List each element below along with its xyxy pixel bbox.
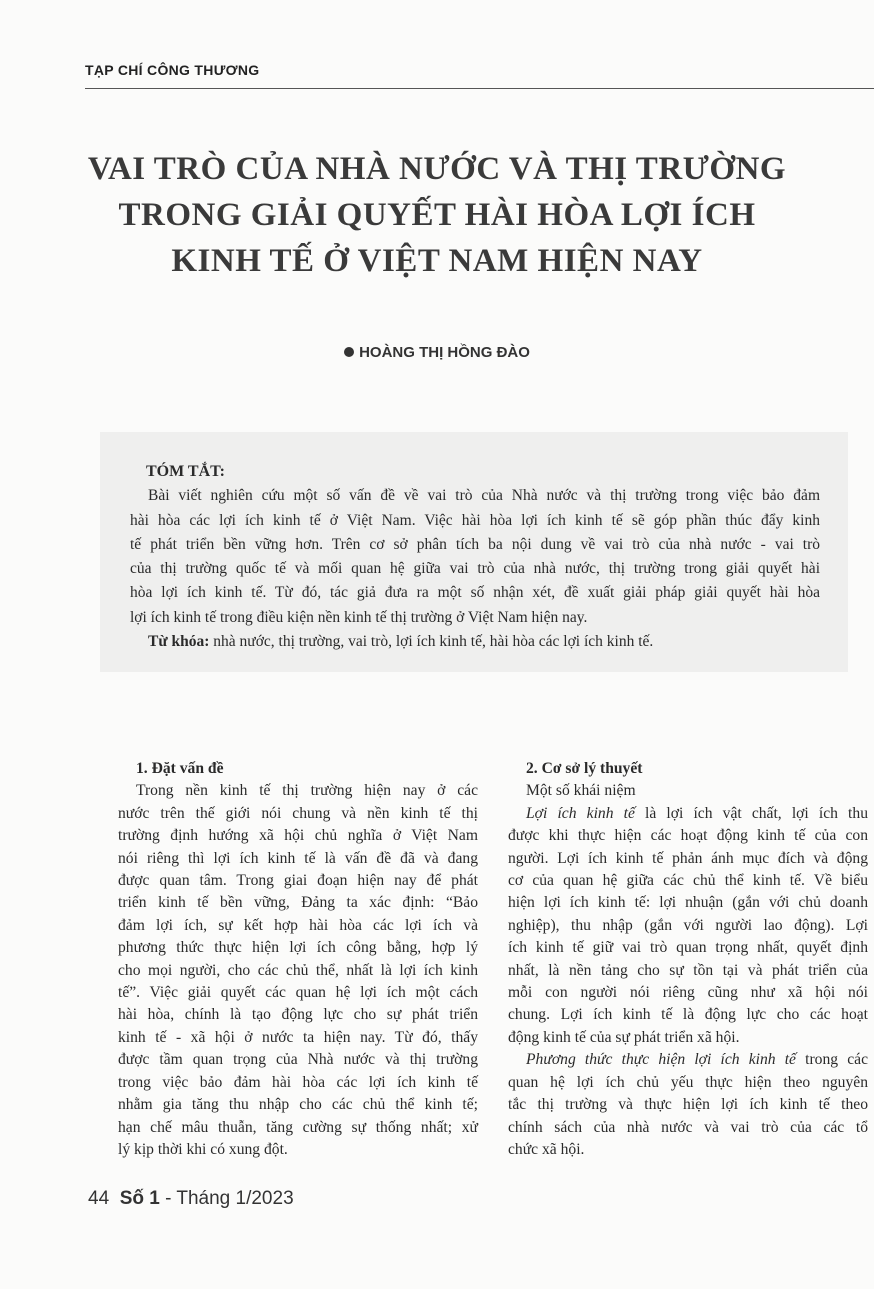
title-line: TRONG GIẢI QUYẾT HÀI HÒA LỢI ÍCH [118, 197, 756, 233]
term: Lợi ích kinh tế [526, 804, 635, 822]
text-line: ích kinh tế giữ vai trò quan trọng nhất, quyết định [508, 939, 868, 957]
text-line: trong việc bảo đảm hài hòa các lợi ích kinh tế [118, 1073, 478, 1091]
text-line: tế”. Việc giải quyết các quan hệ lợi ích một cách [118, 984, 478, 1002]
text-line: tế phát triển bền vững hơn. Trên cơ sở phân tích ba nội dung về vai trò của nhà nước - vai trò [130, 535, 820, 553]
text-line: cơ của quan hệ giữa các chủ thể kinh tế. Về biểu [508, 872, 868, 890]
text-line: hiện lợi ích kinh tế: lợi nhuận (gắn với chủ doanh [508, 894, 868, 912]
issue-date: - Tháng 1/2023 [159, 1188, 294, 1209]
left-column [118, 758, 478, 1161]
bullet-icon [344, 347, 354, 357]
author [0, 344, 874, 361]
text-line: nói riêng thì lợi ích kinh tế là vấn đề đã và đang [118, 849, 478, 867]
right-column [508, 758, 868, 1161]
text-line: kinh tế - xã hội ở nước ta hiện nay. Từ đó, thấy [118, 1028, 478, 1046]
text-line: trường định hướng xã hội chủ nghĩa ở Việt Nam [118, 827, 478, 845]
text-line: của thị trường quốc tế và mối quan hệ giữa vai trò của nhà nước, thị trường trong giải quyết hài [130, 560, 820, 578]
text-line: lý kịp thời khi có xung đột. [118, 1140, 288, 1158]
text-line: tắc thị trường và thực hiện lợi ích kinh tế theo [508, 1096, 868, 1114]
text-line: Trong nền kinh tế thị trường hiện nay ở các [136, 782, 478, 800]
text-line: hài hòa, chính là tạo động lực cho sự phát triển [118, 1006, 478, 1024]
text-line: người. Lợi ích kinh tế phản ánh mục đích và động [508, 849, 868, 867]
text-line: nước trên thế giới nói chung và nền kinh tế thị [118, 804, 478, 822]
journal-header: TẠP CHÍ CÔNG THƯƠNG [85, 62, 260, 78]
page-number: 44 [88, 1188, 110, 1209]
title-line: VAI TRÒ CỦA NHÀ NƯỚC VÀ THỊ TRƯỜNG [87, 151, 787, 187]
text-line: cho mọi người, cho các chủ thể, nhất là lợi ích kinh [118, 961, 478, 979]
text: trong các [795, 1051, 868, 1069]
text-line [508, 1049, 868, 1071]
text-line: triển kinh tế bền vững, Đảng ta xác định: “Bảo [118, 894, 478, 912]
abstract-box [100, 432, 848, 672]
issue: Số 1 [119, 1188, 160, 1209]
term: Phương thức thực hiện lợi ích kinh tế [526, 1051, 796, 1069]
page-footer [88, 1188, 294, 1210]
text-line: mỗi con người nói riêng cũng như xã hội nói [508, 984, 868, 1002]
keywords-text: nhà nước, thị trường, vai trò, lợi ích kinh tế, hài hòa các lợi ích kinh tế. [209, 633, 654, 651]
text-line: nhằm gia tăng thu nhập cho các chủ thể kinh tế; [118, 1096, 478, 1114]
keywords-label: Từ khóa: [148, 633, 210, 651]
text-line: chức xã hội. [508, 1140, 585, 1158]
text-line: hòa lợi ích kinh tế. Từ đó, tác giả đưa ra một số nhận xét, đề xuất giải pháp giải quyết hài hòa [130, 584, 820, 602]
text-line: phương thức thực hiện lợi ích công bằng, hợp lý [118, 939, 478, 957]
text-line: được tầm quan trọng của Nhà nước và thị trường [118, 1051, 478, 1069]
author-name: HOÀNG THỊ HỒNG ĐÀO [359, 344, 530, 361]
text-line: nghiệp), thu nhập (gắn với người lao động). Lợi [508, 916, 868, 934]
keywords [130, 630, 820, 654]
abstract-heading: TÓM TẮT: [146, 463, 225, 480]
title-line: KINH TẾ Ở VIỆT NAM HIỆN NAY [171, 243, 703, 279]
text-line: chính sách của nhà nước và vai trò của các tổ [508, 1118, 868, 1136]
text-line: quan hệ lợi ích chủ yếu thực hiện theo nguyên [508, 1073, 868, 1091]
text-line: động kinh tế của sự phát triển xã hội. [508, 1028, 740, 1046]
text-line: hài hòa các lợi ích kinh tế ở Việt Nam. Việc hài hòa lợi ích kinh tế sẽ góp phần thúc đẩy kinh [130, 511, 820, 529]
section-heading: 2. Cơ sở lý thuyết [526, 760, 643, 777]
text-line: hạn chế mâu thuẫn, tăng cường sự thống nhất; xử [118, 1118, 478, 1136]
text-line: lợi ích kinh tế trong điều kiện nền kinh tế thị trường ở Việt Nam hiện nay. [130, 608, 588, 626]
text-line [508, 803, 868, 825]
text-line: được khi thực hiện các hoạt động kinh tế của con [508, 827, 868, 845]
text-line: chung. Lợi ích kinh tế là động lực cho các hoạt [508, 1006, 868, 1024]
text-line: Bài viết nghiên cứu một số vấn đề về vai trò của Nhà nước và thị trường trong việc bảo đảm [148, 487, 820, 505]
text: là lợi ích vật chất, lợi ích thu [634, 804, 868, 822]
text-line: nhất, là nền tảng cho sự tồn tại và phát triển của [508, 961, 868, 979]
header-rule [85, 88, 874, 89]
article-title [0, 146, 874, 284]
text-line: được quan tâm. Trong giai đoạn hiện nay để phát [118, 872, 478, 890]
text-line: đảm lợi ích, sự kết hợp hài hòa các lợi ích và [118, 916, 478, 934]
subheading: Một số khái niệm [526, 782, 636, 800]
section-heading: 1. Đặt vấn đề [136, 760, 224, 777]
